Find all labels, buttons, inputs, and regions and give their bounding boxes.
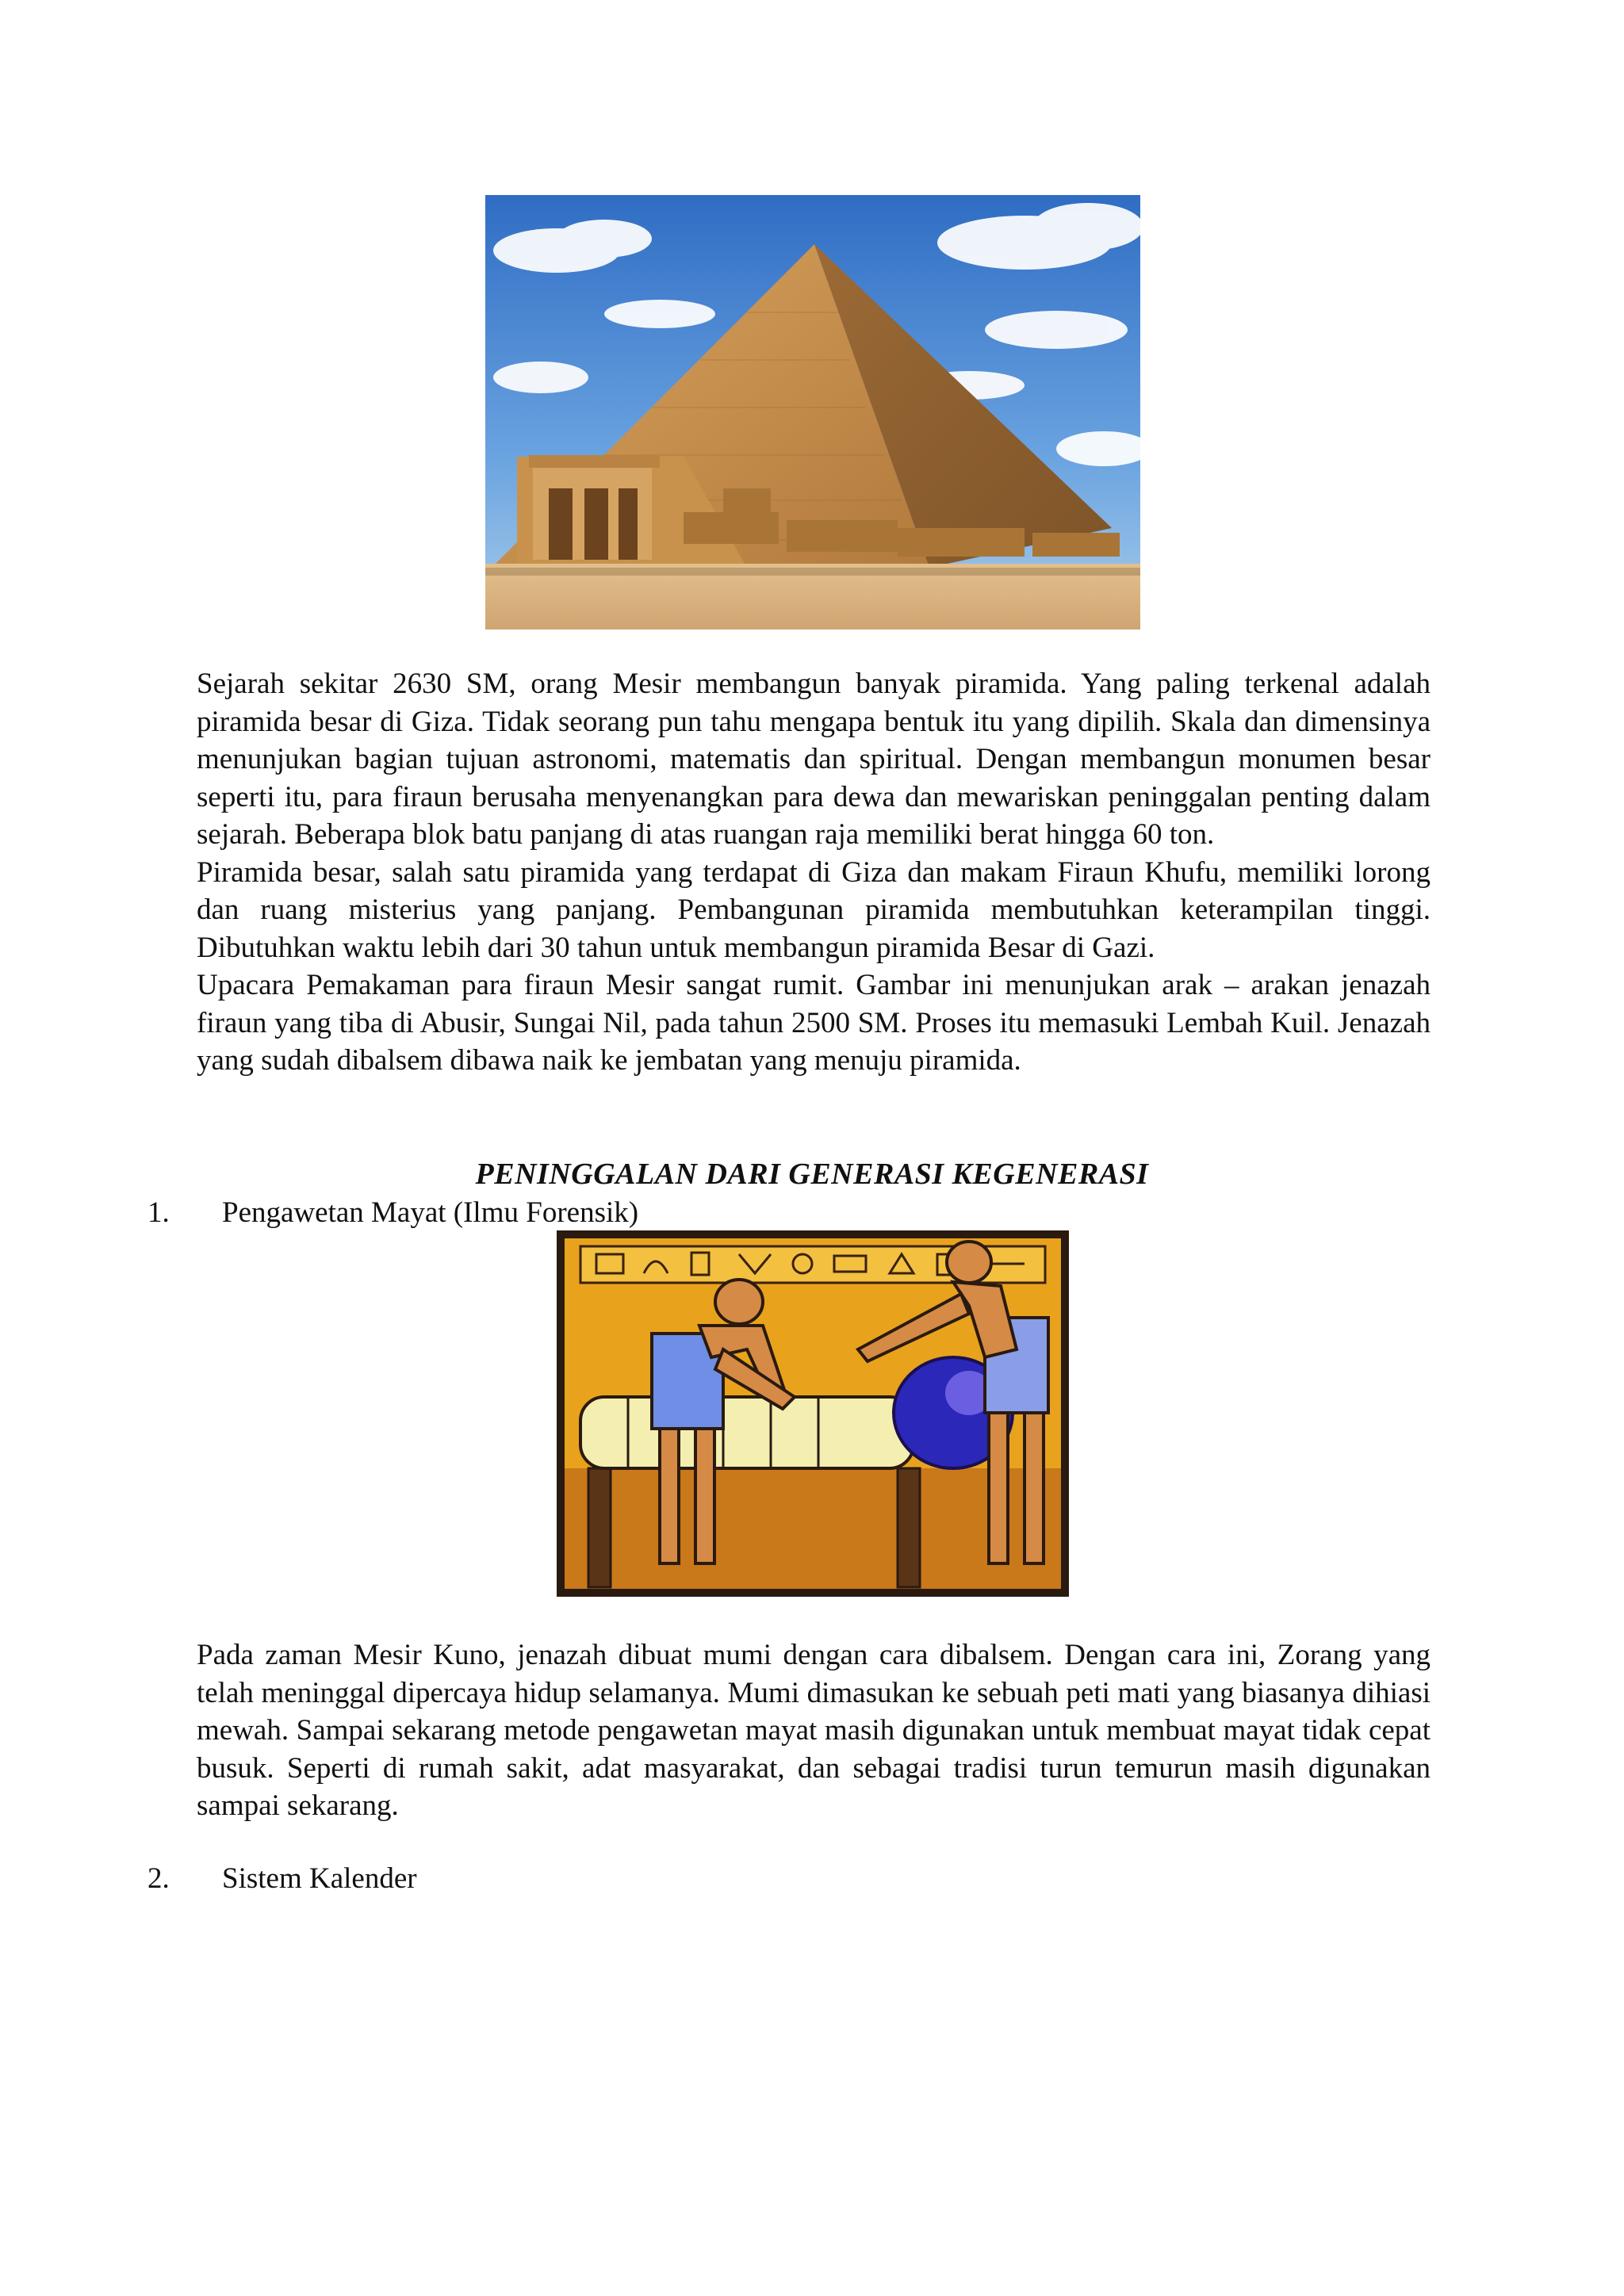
embalming-illustration: [557, 1230, 1069, 1597]
list-number: 1.: [147, 1196, 170, 1229]
list-item: [147, 1194, 638, 1231]
list-title: Sistem Kalender: [222, 1862, 417, 1895]
mummy-paragraph-block: [197, 1636, 1431, 1825]
paragraph-giza-history: Sejarah sekitar 2630 SM, orang Mesir membangun banyak piramida. Yang paling terkenal adalah piramida besar di Giza. Tidak seorang pun tahu mengapa bentuk itu yang dipilih. Skala dan dimensinya menunjukan bagian tujuan astronomi, matematis dan spiritual. Dengan membangun monumen besar seperti itu, para firaun berusaha menyenangkan para dewa dan mewariskan peninggalan penting dalam sejarah. Beberapa blok batu panjang di atas ruangan raja memiliki berat hingga 60 ton.: [197, 668, 1431, 851]
intro-paragraphs: [197, 665, 1431, 1080]
section-heading: PENINGGALAN DARI GENERASI KEGENERASI: [475, 1158, 1149, 1191]
paragraph-funeral-ceremony: Upacara Pemakaman para firaun Mesir sangat rumit. Gambar ini menunjukan arak – arakan jenazah firaun yang tiba di Abusir, Sungai Nil, pada tahun 2500 SM. Proses itu memasuki Lembah Kuil. Jenazah yang sudah dibalsem dibawa naik ke jembatan yang menuju piramida.: [197, 969, 1431, 1077]
pyramid-illustration: [485, 195, 1140, 629]
pyramid-photo: [485, 195, 1140, 629]
paragraph-great-pyramid: Piramida besar, salah satu piramida yang terdapat di Giza dan makam Firaun Khufu, memiliki lorong dan ruang misterius yang panjang. Pembangunan piramida membutuhkan keterampilan tinggi. Dibutuhkan waktu lebih dari 30 tahun untuk membangun piramida Besar di Gazi.: [197, 855, 1431, 964]
list-number: 2.: [147, 1862, 170, 1895]
paragraph-mummification: Pada zaman Mesir Kuno, jenazah dibuat mumi dengan cara dibalsem. Dengan cara ini, Zorang yang telah meninggal dipercaya hidup selamanya. Mumi dimasukan ke sebuah peti mati yang biasanya dihiasi mewah. Sampai sekarang metode pengawetan mayat masih digunakan untuk membuat mayat tidak cepat busuk. Seperti di rumah sakit, adat masyarakat, dan sebagai tradisi turun temurun masih digunakan sampai sekarang.: [197, 1639, 1431, 1822]
list-title: Pengawetan Mayat (Ilmu Forensik): [222, 1196, 639, 1229]
embalming-mural-image: [557, 1230, 1069, 1597]
list-item: [147, 1860, 417, 1897]
